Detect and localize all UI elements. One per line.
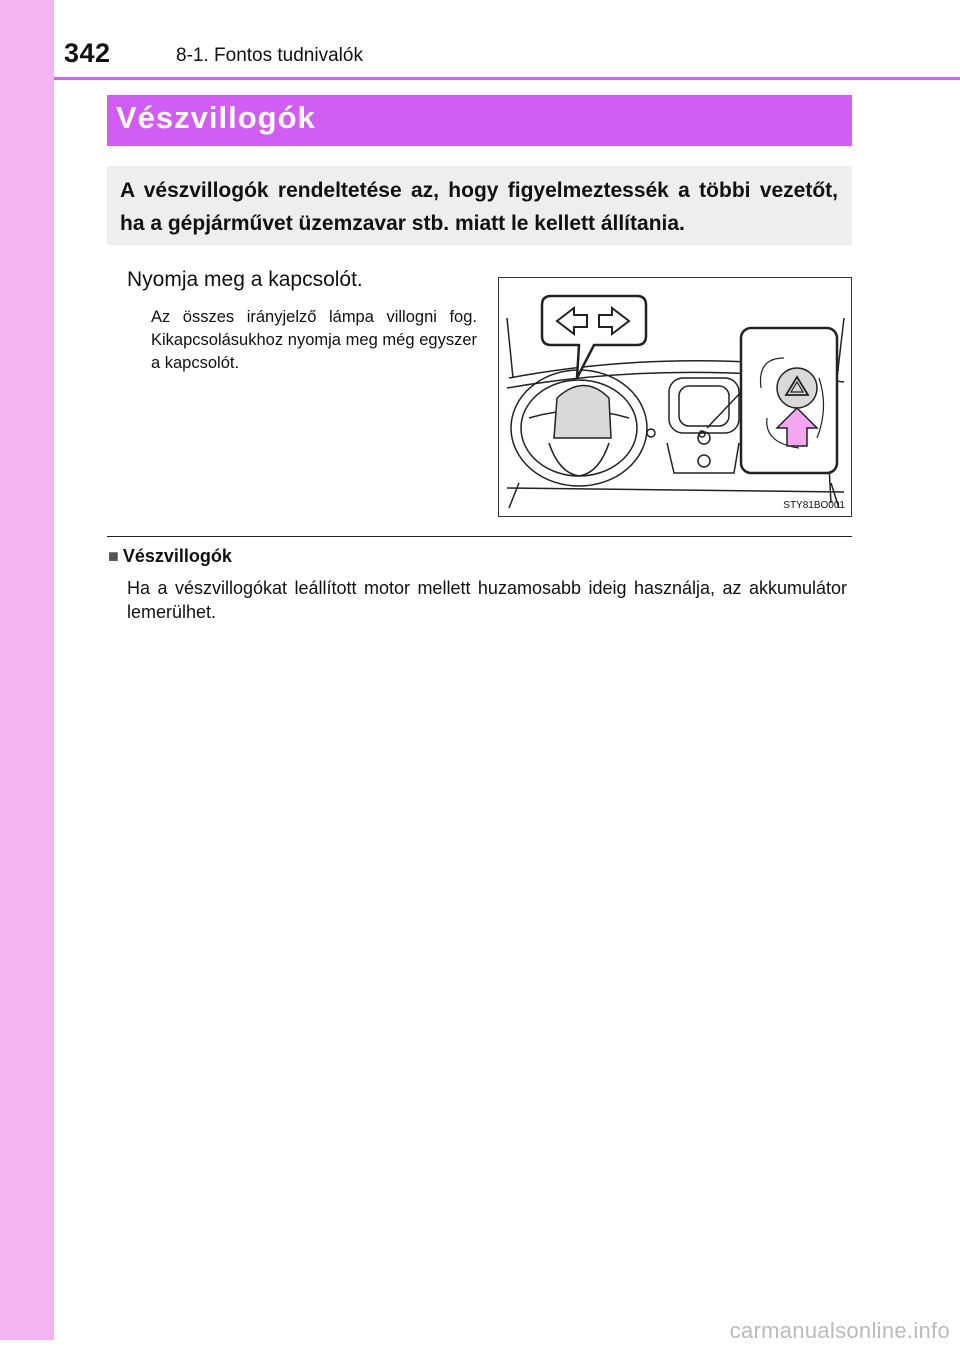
page-title: Vészvillogók bbox=[116, 100, 316, 135]
square-bullet-icon: ■ bbox=[108, 546, 119, 566]
note-text: Ha a vészvillogókat leállított motor mellett huzamosabb ideig használja, az akkumulátor lemerülhet. bbox=[127, 578, 847, 622]
chapter-side-tab bbox=[0, 0, 54, 1340]
section-divider bbox=[107, 536, 852, 537]
section-label: 8-1. Fontos tudnivalók bbox=[176, 45, 363, 66]
dashboard-figure bbox=[498, 277, 852, 517]
watermark: carmanualsonline.info bbox=[729, 1318, 950, 1343]
header-rule bbox=[54, 77, 960, 80]
hazard-switch-icon bbox=[777, 368, 817, 408]
figure-code: STY81BO001 bbox=[783, 500, 845, 511]
note-heading-text: Vészvillogók bbox=[122, 546, 232, 566]
step-note: Az összes irányjelző lámpa villogni fog. Kikapcsolásukhoz nyomja meg még egyszer a kapcsolót. bbox=[151, 308, 477, 372]
intro-text: A vészvillogók rendeltetése az, hogy figyelmeztessék a többi vezetőt, ha a gépjárművet üzemzavar stb. miatt le kellett állítania. bbox=[120, 179, 838, 235]
step-instruction: Nyomja meg a kapcsolót. bbox=[127, 268, 363, 291]
dashboard-illustration bbox=[499, 278, 852, 517]
page-number: 342 bbox=[64, 38, 111, 68]
note-heading bbox=[108, 546, 232, 567]
